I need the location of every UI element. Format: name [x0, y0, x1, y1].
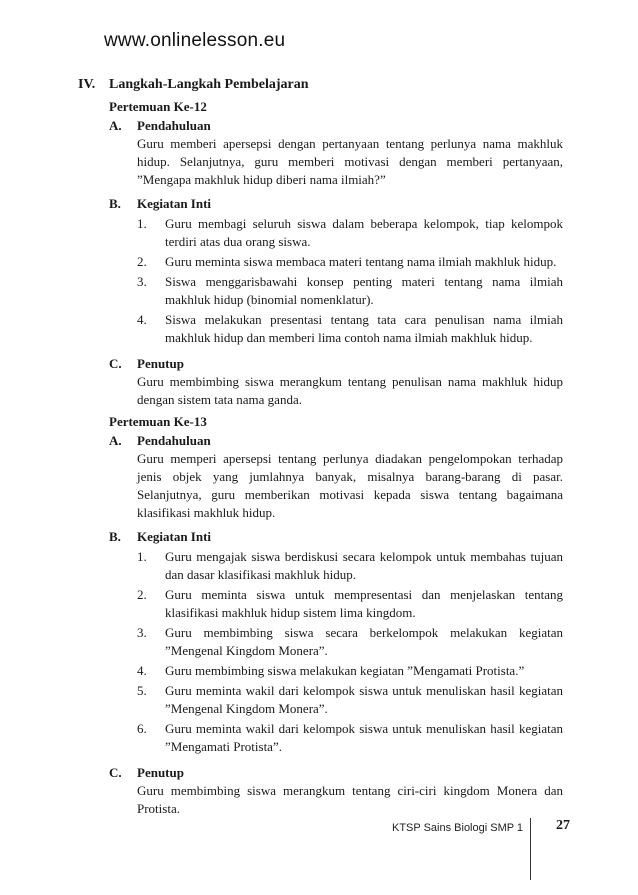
part-letter: B.: [109, 196, 121, 211]
list-item: [137, 662, 563, 680]
part-core: [109, 195, 563, 349]
part-title: Kegiatan Inti: [137, 196, 212, 211]
item-text: Siswa melakukan presentasi tentang tata cara penulisan nama ilmiah makhluk hidup dan memberi lima contoh nama ilmiah makhluk hidup.: [165, 312, 563, 345]
part-closing: [109, 764, 563, 818]
section-heading: [78, 76, 563, 94]
part-intro: [109, 117, 563, 189]
footer-divider: [530, 818, 531, 880]
item-number: 6.: [137, 721, 147, 736]
item-text: Guru meminta siswa membaca materi tentang nama ilmiah makhluk hidup.: [165, 254, 557, 269]
page-footer: [0, 818, 638, 858]
item-number: 4.: [137, 663, 147, 678]
activity-list: [137, 215, 563, 347]
part-letter: B.: [109, 529, 121, 544]
list-item: [137, 720, 563, 756]
watermark-url: www.onlinelesson.eu: [104, 30, 286, 51]
item-text: Siswa menggarisbawahi konsep penting materi tentang nama ilmiah makhluk hidup (binomial nomenklatur).: [165, 274, 563, 307]
item-number: 3.: [137, 625, 147, 640]
item-number: 2.: [137, 587, 147, 602]
meeting-title: Pertemuan Ke-13: [109, 414, 207, 429]
item-number: 2.: [137, 254, 147, 269]
part-text: Guru memperi apersepsi tentang perlunya diadakan pengelompokan terhadap jenis objek yang jumlahnya banyak, misalnya barang-barang di pasar. Selanjutnya, guru memberikan motivasi kepada siswa tentang bagaimana klasifikasi makhluk hidup.: [137, 451, 563, 520]
item-number: 1.: [137, 216, 147, 231]
item-number: 1.: [137, 549, 147, 564]
part-title: Kegiatan Inti: [137, 529, 212, 544]
part-title: Penutup: [137, 356, 184, 371]
book-title: KTSP Sains Biologi SMP 1: [392, 822, 524, 834]
list-item: [137, 586, 563, 622]
item-text: Guru mengajak siswa berdiskusi secara kelompok untuk membahas tujuan dan dasar klasifikasi makhluk hidup.: [165, 549, 563, 582]
part-title: Pendahuluan: [137, 118, 211, 133]
part-intro: [109, 432, 563, 522]
list-item: [137, 273, 563, 309]
activity-list: [137, 548, 563, 756]
list-item: [137, 548, 563, 584]
item-text: Guru meminta wakil dari kelompok siswa untuk menuliskan hasil kegiatan ”Mengenal Kingdom Monera”.: [165, 683, 563, 716]
item-number: 5.: [137, 683, 147, 698]
item-text: Guru membimbing siswa secara berkelompok melakukan kegiatan ”Mengenal Kingdom Monera”.: [165, 625, 563, 658]
item-number: 3.: [137, 274, 147, 289]
item-text: Guru meminta siswa untuk mempresentasi dan menjelaskan tentang klasifikasi makhluk hidup sistem lima kingdom.: [165, 587, 563, 620]
meeting-title: Pertemuan Ke-12: [109, 99, 207, 114]
part-title: Pendahuluan: [137, 433, 211, 448]
part-text: Guru memberi apersepsi dengan pertanyaan tentang perlunya nama makhluk hidup. Selanjutnya, guru memberi motivasi dengan memberi pertanyaan, ”Mengapa makhluk hidup diberi nama ilmiah?”: [137, 136, 563, 187]
part-core: [109, 528, 563, 758]
item-text: Guru membagi seluruh siswa dalam beberapa kelompok, tiap kelompok terdiri atas dua orang siswa.: [165, 216, 563, 249]
list-item: [137, 624, 563, 660]
item-number: 4.: [137, 312, 147, 327]
item-text: Guru meminta wakil dari kelompok siswa untuk menuliskan hasil kegiatan ”Mengamati Protista”.: [165, 721, 563, 754]
list-item: [137, 682, 563, 718]
part-title: Penutup: [137, 765, 184, 780]
part-letter: A.: [109, 118, 122, 133]
list-item: [137, 311, 563, 347]
part-text: Guru membimbing siswa merangkum tentang penulisan nama makhluk hidup dengan sistem tata nama ganda.: [137, 374, 563, 407]
part-letter: C.: [109, 765, 122, 780]
section-number: IV.: [78, 77, 96, 92]
part-letter: C.: [109, 356, 122, 371]
part-closing: [109, 355, 563, 409]
item-text: Guru membimbing siswa melakukan kegiatan ”Mengamati Protista.”: [165, 663, 525, 678]
part-letter: A.: [109, 433, 122, 448]
part-text: Guru membimbing siswa merangkum tentang ciri-ciri kingdom Monera dan Protista.: [137, 783, 563, 816]
list-item: [137, 253, 563, 271]
lesson-content: [78, 76, 563, 818]
page-number: 27: [556, 818, 570, 833]
list-item: [137, 215, 563, 251]
section-title: Langkah-Langkah Pembelajaran: [109, 77, 309, 92]
